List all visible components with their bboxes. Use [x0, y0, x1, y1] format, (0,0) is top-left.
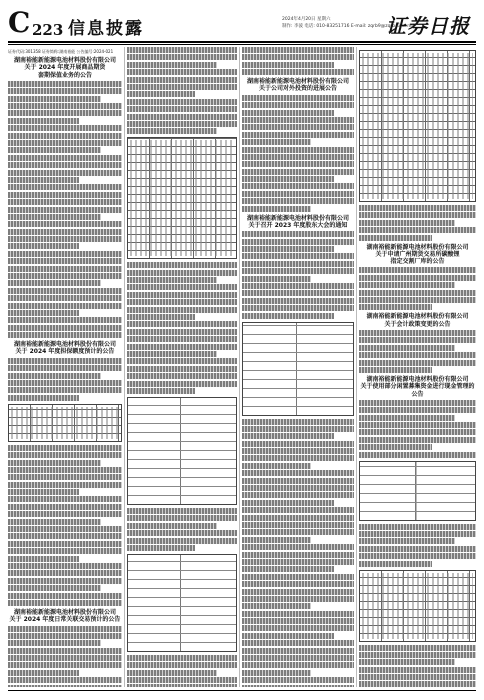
- form-table: [127, 554, 237, 652]
- newspaper-logo: 证券日报: [386, 14, 470, 38]
- form-table: [127, 397, 237, 505]
- notice-title: 湖南裕能新能源电池材料股份有限公司 关于 2024 年度日常关联交易预计的公告: [9, 608, 121, 624]
- notice-title: 湖南裕能新能源电池材料股份有限公司 关于申请广州期货交易所碳酸锂 指定交割厂库的公告: [366, 243, 469, 266]
- data-table: [359, 50, 476, 202]
- notice-body: [127, 262, 237, 394]
- editor-contact: 制作: 李波 电话: 010-83251716 E-mail: zqrb9@zqrb.sina.net: [282, 24, 415, 29]
- notice-body: [127, 47, 237, 134]
- notice-body: [242, 95, 354, 212]
- notice-title: 湖南裕能新能源电池材料股份有限公司 关于会计政策变更的公告: [366, 313, 469, 328]
- notice-title: 湖南裕能新能源电池材料股份有限公司 关于 2024 年度开展商品期货 套期保值业务的公告: [13, 57, 116, 79]
- notice-body: [127, 655, 237, 687]
- section-letter: C: [8, 6, 31, 39]
- notice-body: [359, 524, 476, 567]
- section-number: 223: [32, 21, 64, 39]
- notice-title: 湖南裕能新能源电池材料股份有限公司 关于使用部分闲置募集资金进行现金管理的公告: [360, 375, 475, 398]
- data-table: [127, 137, 237, 259]
- notice-title: 湖南裕能新能源电池材料股份有限公司 关于 2024 年度担保额度预计的公告: [13, 341, 116, 356]
- form-table: [359, 461, 476, 521]
- column-2: [127, 47, 237, 687]
- column-4: [359, 47, 476, 687]
- form-table: [242, 322, 354, 416]
- masthead-rule: [8, 41, 476, 43]
- notice-body: [8, 445, 122, 606]
- column-divider: [124, 47, 125, 687]
- notice-body: [8, 81, 122, 338]
- section-title: 信息披露: [68, 19, 144, 39]
- issue-date: 2024年4月20日 星期六: [282, 17, 331, 22]
- notice-body: [359, 645, 476, 687]
- data-table: [8, 404, 122, 442]
- notice-title: 湖南裕能新能源电池材料股份有限公司 关于召开 2023 年度股东大会的通知: [246, 214, 349, 229]
- column-divider: [239, 47, 240, 687]
- code-line: 证券代码:301358 证券简称:湖南裕能 公告编号:2024-021: [8, 49, 114, 54]
- notice-body: [127, 508, 237, 551]
- notice-body: [359, 330, 476, 373]
- notice-title: 湖南裕能新能源电池材料股份有限公司 关于公司对外投资的进展公告: [246, 78, 349, 93]
- notice-body: [242, 47, 354, 75]
- masthead: [8, 8, 476, 40]
- column-divider: [356, 47, 357, 687]
- notice-body: [242, 231, 354, 318]
- footer-rule: [8, 690, 476, 691]
- data-table: [359, 570, 476, 642]
- notice-body: [242, 419, 354, 687]
- column-1: [8, 47, 122, 687]
- column-3: [242, 47, 354, 687]
- notice-body: [359, 267, 476, 310]
- notice-body: [359, 205, 476, 241]
- notice-body: [359, 400, 476, 458]
- masthead-rule-thin: [8, 44, 476, 45]
- notice-body: [8, 358, 122, 401]
- notice-body: [8, 626, 122, 687]
